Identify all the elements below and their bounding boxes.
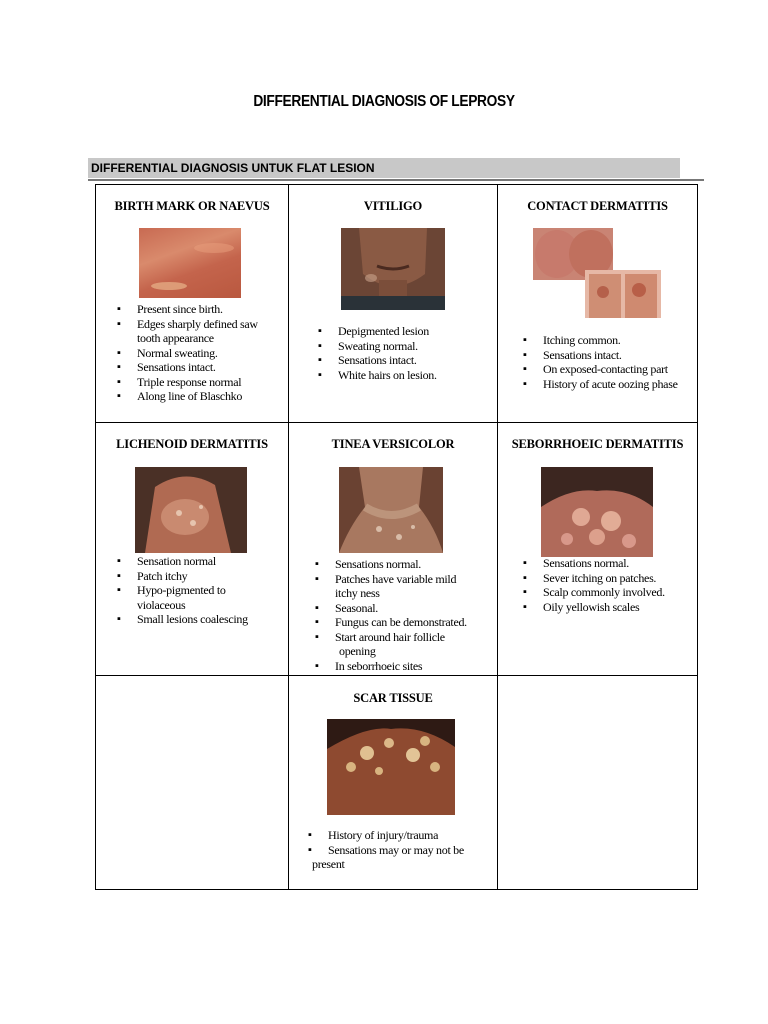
list-item: ▪ Sensations may or may not be [306, 843, 496, 858]
list-item: ▪ Sweating normal. [316, 339, 494, 354]
list-item: ▪ Scalp commonly involved. [521, 585, 697, 600]
cell-title: SEBORRHOEIC DERMATITIS [511, 437, 684, 451]
list-item: ▪ Sensations intact. [521, 348, 697, 363]
list-item: ▪ History of acute oozing phase [521, 377, 697, 392]
list-item: ▪ Triple response normal [115, 375, 287, 390]
list-item: ▪ Small lesions coalescing [115, 612, 287, 627]
list-item: ▪ Depigmented lesion [316, 324, 494, 339]
cell-title: LICHENOID DERMATITIS [116, 437, 268, 451]
table-cell-contact-dermatitis [498, 185, 697, 422]
table-cell-seborrhoeic [498, 423, 697, 675]
list-item: ▪ On exposed-contacting part [521, 362, 697, 377]
list-item: present [312, 857, 345, 871]
list-item: ▪ Normal sweating. [115, 346, 287, 361]
list-item: ▪ Itching common. [521, 333, 697, 348]
cell-title: VITILIGO [363, 199, 423, 213]
table-cell-tinea [289, 423, 497, 675]
list-item: ▪ Oily yellowish scales [521, 600, 697, 615]
table-cell-scar [289, 676, 497, 889]
lichenoid-neck-photo [135, 467, 247, 553]
scar-back-photo [327, 719, 455, 815]
cell-title: BIRTH MARK OR NAEVUS [114, 199, 270, 213]
list-item: ▪ In seborrhoeic sites [313, 659, 497, 674]
page-title: DIFFERENTIAL DIAGNOSIS OF LEPROSY [253, 93, 515, 110]
list-item: tooth appearance [137, 331, 214, 345]
list-item: ▪ Sensation normal [115, 554, 287, 569]
list-item: ▪ Start around hair follicle [313, 630, 497, 645]
contact-dermatitis-photo [533, 228, 661, 318]
seborrhoeic-back-photo [541, 467, 653, 557]
list-item: ▪ Sensations intact. [316, 353, 494, 368]
list-item: ▪ Present since birth. [115, 302, 287, 317]
naevus-skin-photo [139, 228, 241, 298]
list-item: ▪ Patches have variable mild [313, 572, 497, 587]
list-item: ▪ Seasonal. [313, 601, 497, 616]
section-header: DIFFERENTIAL DIAGNOSIS UNTUK FLAT LESION [88, 158, 680, 178]
list-item: violaceous [137, 597, 186, 612]
header-divider [88, 179, 704, 181]
list-item: ▪ Sensations intact. [115, 360, 287, 375]
tinea-neck-photo [339, 467, 443, 553]
cell-title: TINEA VERSICOLOR [331, 437, 455, 451]
vitiligo-face-photo [341, 228, 445, 310]
list-item: ▪ Hypo-pigmented to [115, 583, 287, 598]
list-item: ▪ Sensations normal. [521, 556, 697, 571]
list-item: opening [339, 644, 376, 658]
list-item: ▪ Sever itching on patches. [521, 571, 697, 586]
cell-title: SCAR TISSUE [353, 691, 433, 705]
cell-title: CONTACT DERMATITIS [527, 199, 668, 213]
list-item: ▪ History of injury/trauma [306, 828, 496, 843]
list-item: ▪ Patch itchy [115, 569, 287, 584]
list-item: ▪ Fungus can be demonstrated. [313, 615, 497, 630]
list-item: ▪ Along line of Blaschko [115, 389, 287, 404]
table-cell-naevus [96, 185, 288, 422]
table-cell-lichenoid [96, 423, 288, 675]
list-item: ▪ White hairs on lesion. [316, 368, 494, 383]
list-item: itchy ness [335, 586, 380, 600]
table-cell-vitiligo [289, 185, 497, 422]
list-item: ▪ Edges sharply defined saw [115, 317, 287, 332]
list-item: ▪ Sensations normal. [313, 557, 497, 572]
